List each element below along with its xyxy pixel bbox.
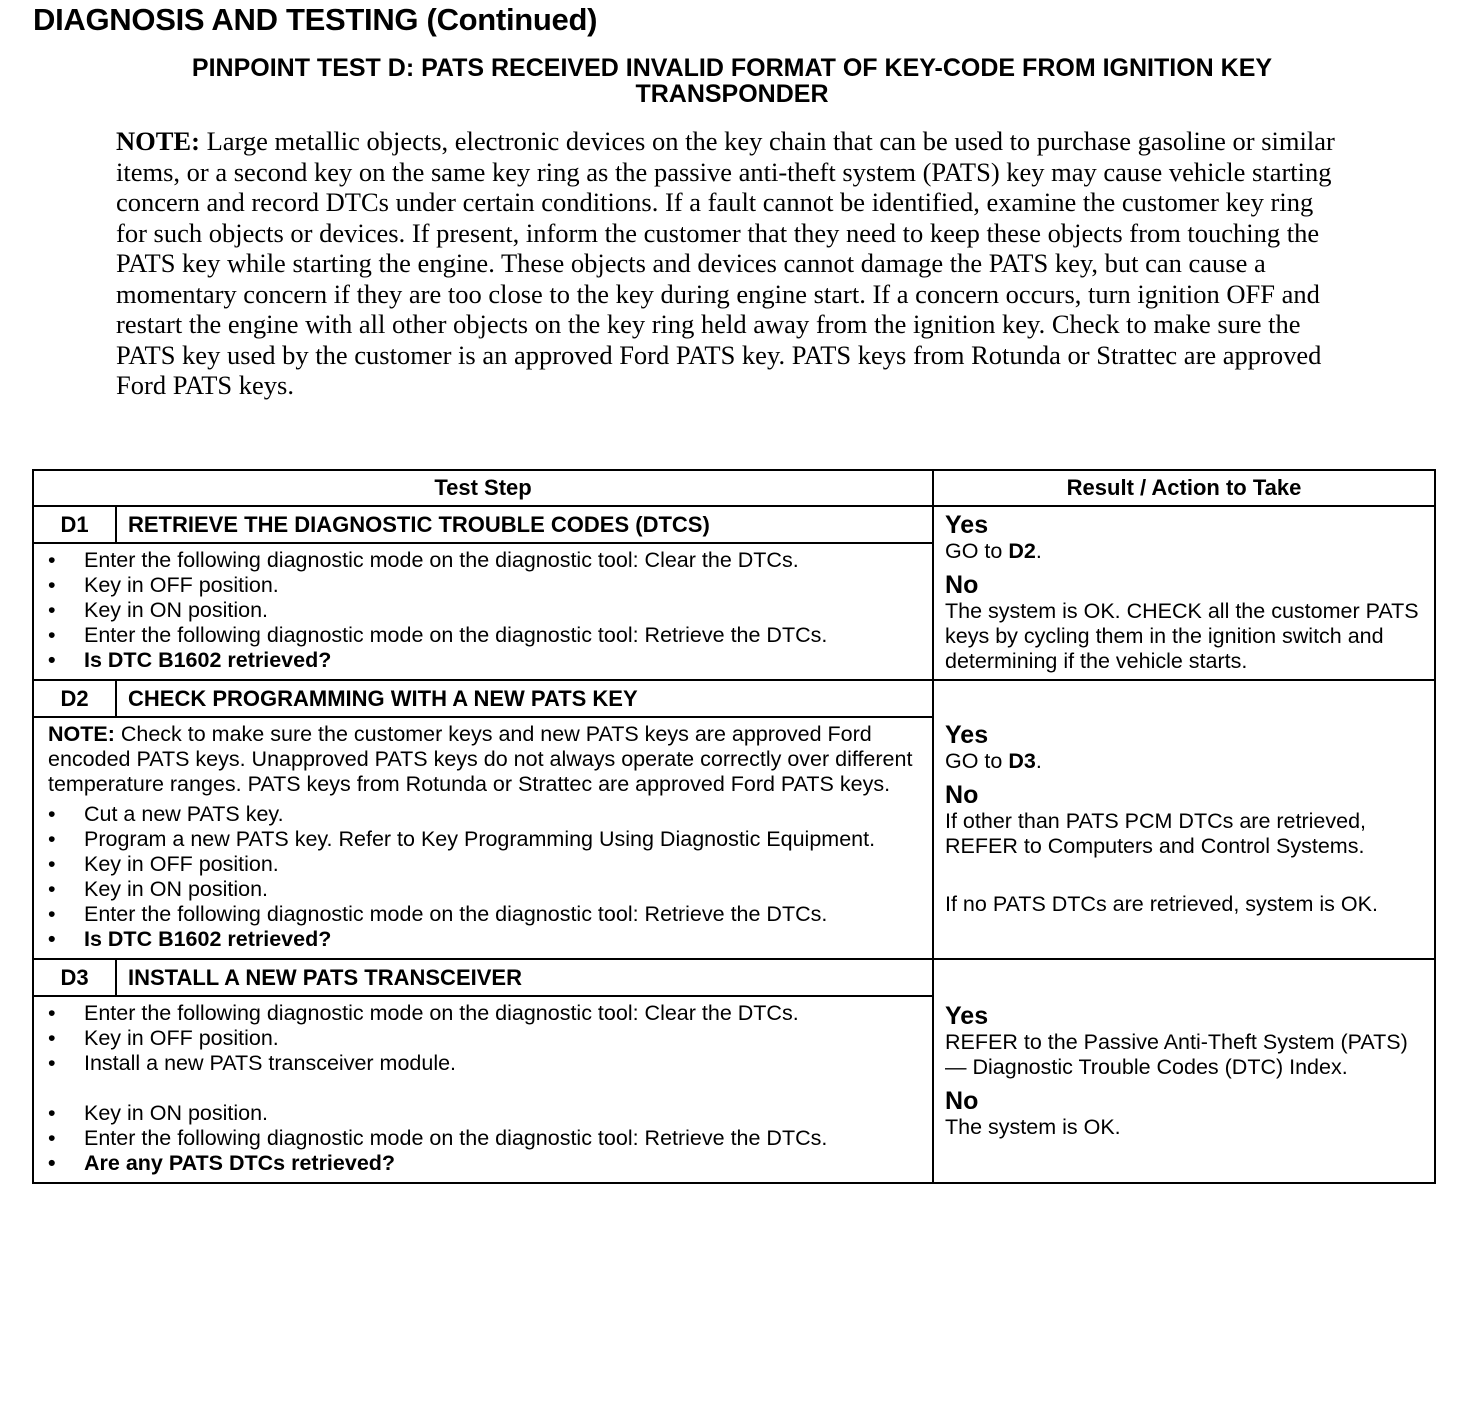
step-note <box>48 722 922 797</box>
list-item: • Cut a new PATS key. <box>48 802 922 827</box>
step-id: D2 <box>33 680 116 717</box>
yes-prefix: GO to <box>945 539 1009 563</box>
yes-action: REFER to the Passive Anti-Theft System (PATS) — Diagnostic Trouble Codes (DTC) Index. <box>945 1029 1408 1079</box>
yes-target-link[interactable]: D3 <box>1008 749 1036 773</box>
yes-suffix: . <box>1035 749 1042 773</box>
list-item-question: • Is DTC B1602 retrieved? <box>48 927 922 952</box>
list-item: • Enter the following diagnostic mode on the diagnostic tool: Clear the DTCs. <box>48 548 922 573</box>
list-item: • Key in ON position. <box>48 877 922 902</box>
pinpoint-test-table <box>32 469 1434 1184</box>
intro-note-label: NOTE: <box>116 126 200 156</box>
no-action: The system is OK. <box>945 1114 1121 1139</box>
yes-action <box>945 539 1424 564</box>
list-item: • Key in OFF position. <box>48 573 922 598</box>
list-item: • Enter the following diagnostic mode on the diagnostic tool: Retrieve the DTCs. <box>48 1126 922 1151</box>
step-list <box>48 802 922 952</box>
step-d2-header-row <box>33 680 1435 717</box>
yes-target-link[interactable]: D2 <box>1008 539 1036 563</box>
list-item: • Enter the following diagnostic mode on the diagnostic tool: Retrieve the DTCs. <box>48 623 922 648</box>
step-d3-result <box>933 959 1435 1183</box>
step-title: CHECK PROGRAMMING WITH A NEW PATS KEY <box>116 680 933 717</box>
step-list <box>48 548 922 673</box>
step-d1-result <box>933 506 1435 680</box>
step-d3-content <box>33 996 933 1183</box>
intro-note <box>116 126 1346 401</box>
list-item: • Enter the following diagnostic mode on the diagnostic tool: Clear the DTCs. <box>48 1001 922 1026</box>
yes-action <box>945 749 1424 774</box>
table-header-row <box>33 470 1435 506</box>
list-item: • Program a new PATS key. Refer to Key Programming Using Diagnostic Equipment. <box>48 827 922 852</box>
list-item: • Key in OFF position. <box>48 852 922 877</box>
no-label: No <box>945 1086 979 1115</box>
no-action-2: If no PATS DTCs are retrieved, system is OK. <box>945 892 1378 916</box>
list-item: • Key in ON position. <box>48 1101 922 1126</box>
header-result-action: Result / Action to Take <box>933 470 1435 506</box>
page-title: DIAGNOSIS AND TESTING (Continued) <box>33 2 598 37</box>
no-label: No <box>945 571 979 599</box>
step-d1-content <box>33 543 933 680</box>
step-title: RETRIEVE THE DIAGNOSTIC TROUBLE CODES (DTCS) <box>116 506 933 543</box>
step-title: INSTALL A NEW PATS TRANSCEIVER <box>116 959 933 996</box>
yes-label: Yes <box>945 1001 989 1030</box>
yes-suffix: . <box>1035 539 1042 563</box>
yes-prefix: GO to <box>945 749 1009 773</box>
step-d3-header-row <box>33 959 1435 996</box>
step-id: D1 <box>33 506 116 543</box>
step-note-label: NOTE: <box>48 722 115 746</box>
no-label: No <box>945 781 979 809</box>
yes-label: Yes <box>945 511 989 539</box>
step-note-text: Check to make sure the customer keys and new PATS keys are approved Ford encoded PATS keys. Unapproved PATS keys do not always operate correctly over different temperature ranges. PATS keys from Rotunda or Strattec are approved Ford PATS keys. <box>48 722 913 796</box>
intro-note-text: Large metallic objects, electronic devices on the key chain that can be used to purchase gasoline or similar items, or a second key on the same key ring as the passive anti-theft system (PATS) key may cause vehicle starting concern and record DTCs under certain conditions. If a fault cannot be identified, examine the customer key ring for such objects or devices. If present, inform the customer that they need to keep these objects from touching the PATS key while starting the engine. These objects and devices cannot damage the PATS key, but can cause a momentary concern if they are too close to the key during engine start. If a concern occurs, turn ignition OFF and restart the engine with all other objects on the key ring held away from the ignition key. Check to make sure the PATS key used by the customer is an approved Ford PATS key. PATS keys from Rotunda or Strattec are approved Ford PATS keys. <box>116 126 1335 400</box>
pinpoint-test-title: PINPOINT TEST D: PATS RECEIVED INVALID FORMAT OF KEY-CODE FROM IGNITION KEY TRANSPONDER <box>191 54 1273 108</box>
step-id: D3 <box>33 959 116 996</box>
spacer <box>945 859 1424 892</box>
list-item: • Enter the following diagnostic mode on the diagnostic tool: Retrieve the DTCs. <box>48 902 922 927</box>
list-item: • Key in OFF position. <box>48 1026 922 1051</box>
yes-label: Yes <box>945 721 989 749</box>
step-list <box>48 1001 922 1176</box>
list-item-question: • Are any PATS DTCs retrieved? <box>48 1151 922 1176</box>
step-d2-result <box>933 680 1435 959</box>
step-d1-header-row <box>33 506 1435 543</box>
list-item: • Install a new PATS transceiver module. <box>48 1051 922 1076</box>
no-action: The system is OK. CHECK all the customer PATS keys by cycling them in the ignition switch and determining if the vehicle starts. <box>945 599 1419 673</box>
list-item: • Key in ON position. <box>48 598 922 623</box>
no-action: If other than PATS PCM DTCs are retrieved, REFER to Computers and Control Systems. <box>945 809 1366 858</box>
list-item-question: • Is DTC B1602 retrieved? <box>48 648 922 673</box>
header-test-step: Test Step <box>33 470 933 506</box>
step-d2-content <box>33 717 933 959</box>
